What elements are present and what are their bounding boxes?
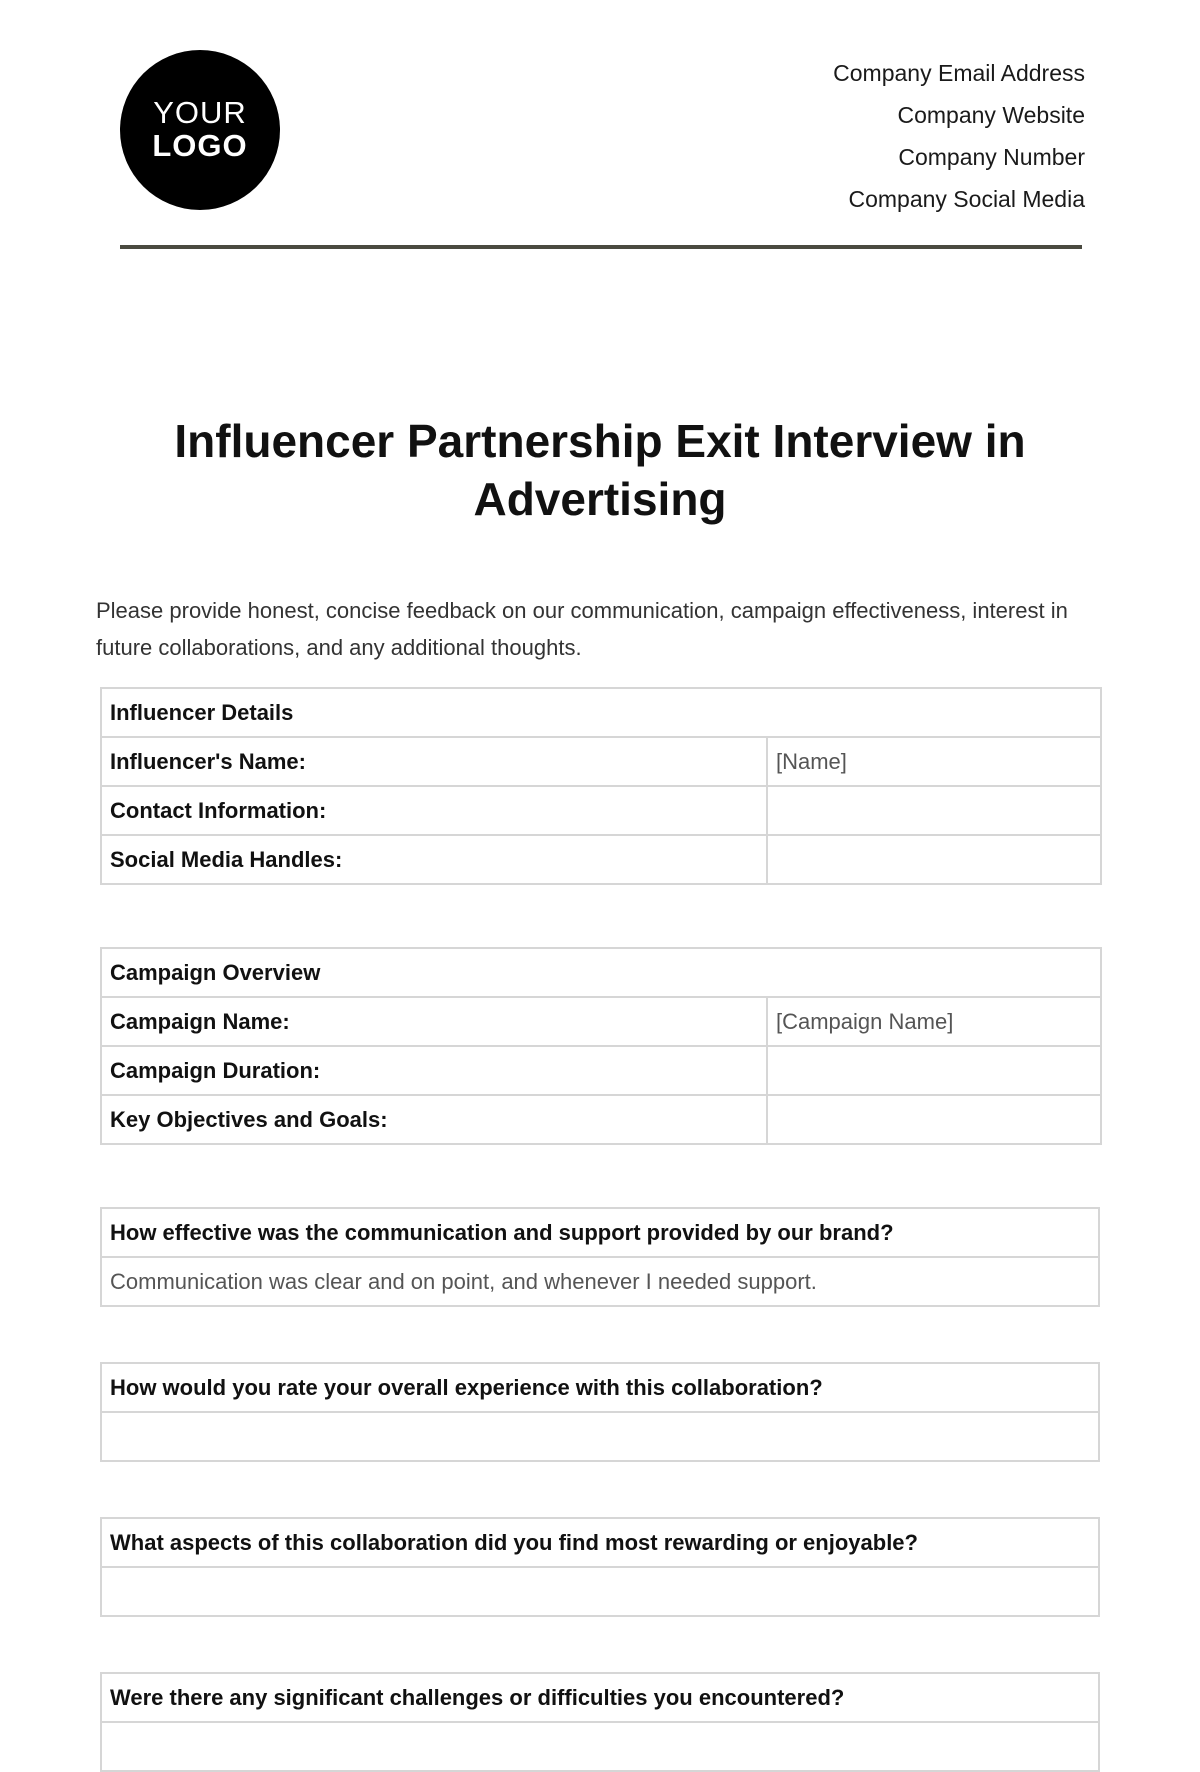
company-email: Company Email Address [833, 60, 1085, 86]
company-number: Company Number [898, 144, 1085, 170]
table-row [101, 737, 1101, 786]
social-media-handles-field[interactable] [767, 835, 1101, 884]
campaign-overview-table [100, 947, 1102, 1145]
question-communication: How effective was the communication and support provided by our brand? [101, 1208, 1099, 1257]
campaign-name-label: Campaign Name: [101, 997, 767, 1046]
campaign-duration-label: Campaign Duration: [101, 1046, 767, 1095]
question-communication-table [100, 1207, 1100, 1307]
question-rewarding-table [100, 1517, 1100, 1617]
logo-line-1: YOUR [153, 95, 247, 131]
influencer-name-label: Influencer's Name: [101, 737, 767, 786]
influencer-details-table [100, 687, 1102, 885]
table-row [101, 835, 1101, 884]
social-media-handles-label: Social Media Handles: [101, 835, 767, 884]
table-row [101, 1095, 1101, 1144]
table-row [101, 997, 1101, 1046]
influencer-name-field[interactable]: [Name] [767, 737, 1101, 786]
company-website: Company Website [897, 102, 1085, 128]
influencer-details-heading: Influencer Details [101, 688, 1101, 737]
answer-challenges-field[interactable] [101, 1722, 1099, 1771]
answer-rewarding-field[interactable] [101, 1567, 1099, 1616]
question-experience-table [100, 1362, 1100, 1462]
table-row [101, 786, 1101, 835]
contact-information-label: Contact Information: [101, 786, 767, 835]
key-objectives-label: Key Objectives and Goals: [101, 1095, 767, 1144]
campaign-duration-field[interactable] [767, 1046, 1101, 1095]
answer-communication-field[interactable]: Communication was clear and on point, and whenever I needed support. [101, 1257, 1099, 1306]
table-row [101, 1046, 1101, 1095]
document-title: Influencer Partnership Exit Interview in Advertising [174, 415, 1026, 525]
company-social-media: Company Social Media [848, 186, 1085, 212]
company-logo [120, 50, 280, 210]
key-objectives-field[interactable] [767, 1095, 1101, 1144]
contact-information-field[interactable] [767, 786, 1101, 835]
company-info [833, 52, 1085, 220]
intro-paragraph: Please provide honest, concise feedback on our communication, campaign effectiveness, interest in future collaborations, and any additional thoughts. [96, 598, 1068, 660]
question-experience: How would you rate your overall experience with this collaboration? [101, 1363, 1099, 1412]
campaign-name-field[interactable]: [Campaign Name] [767, 997, 1101, 1046]
header-divider [120, 245, 1082, 249]
question-rewarding: What aspects of this collaboration did you find most rewarding or enjoyable? [101, 1518, 1099, 1567]
question-challenges: Were there any significant challenges or difficulties you encountered? [101, 1673, 1099, 1722]
campaign-overview-heading: Campaign Overview [101, 948, 1101, 997]
question-challenges-table [100, 1672, 1100, 1772]
logo-line-2: LOGO [152, 128, 248, 163]
answer-experience-field[interactable] [101, 1412, 1099, 1461]
